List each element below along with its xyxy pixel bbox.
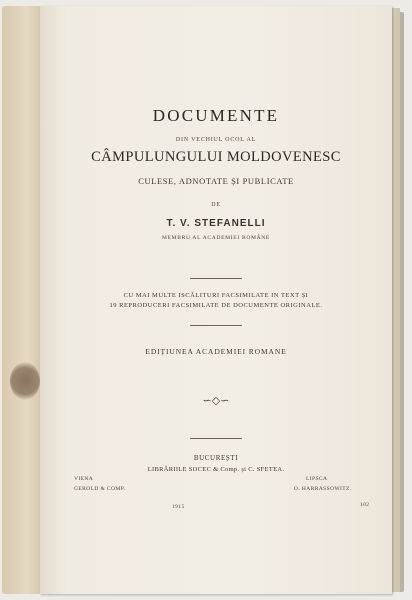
divider-rule bbox=[190, 278, 242, 279]
stain-mark bbox=[10, 362, 40, 400]
subtitle-line-2: CULESE, ADNOTATE ȘI PUBLICATE bbox=[138, 176, 294, 186]
author-role: MEMBRU AL ACADEMIEI ROMÂNE bbox=[162, 235, 270, 241]
divider-rule bbox=[190, 438, 242, 439]
edition-label: EDIȚIUNEA ACADEMIEI ROMANE bbox=[145, 347, 287, 356]
book-title-2: CÂMPULUNGULUI MOLDOVENESC bbox=[91, 149, 341, 165]
right-agent: O. HARRASSOWITZ. bbox=[294, 486, 352, 492]
subtitle-line-1: DIN VECHIUL OCOL AL bbox=[175, 137, 257, 143]
previous-page-edge bbox=[2, 6, 44, 594]
author-name: T. V. STEFANELLI bbox=[166, 218, 266, 229]
publication-city: BUCUREȘTI bbox=[193, 454, 239, 462]
book-title: DOCUMENTE bbox=[152, 106, 280, 125]
left-agent: GEROLD & COMP. bbox=[74, 486, 126, 492]
right-city: LIPSCA bbox=[306, 476, 328, 482]
ornament bbox=[40, 394, 392, 407]
by-label: DE bbox=[211, 202, 221, 208]
note-line-2: 19 REPRODUCERI FACSIMILATE DE DOCUMENTE ORIGINALE. bbox=[109, 302, 323, 309]
divider-rule bbox=[190, 325, 242, 326]
note-line-1: CU MAI MULTE ISCĂLITURI FACSIMILATE IN TEXT ȘI bbox=[123, 292, 309, 299]
left-city: VIENA bbox=[74, 476, 94, 482]
publisher-line: LIBRĂRIILE SOCEC & Comp. și C. SFETEA. bbox=[147, 466, 285, 473]
title-page bbox=[40, 6, 392, 594]
page-reference: 102 bbox=[360, 502, 370, 508]
publication-year: 1915 bbox=[172, 504, 185, 510]
ornament-glyph: ∽◇∽ bbox=[202, 395, 230, 407]
